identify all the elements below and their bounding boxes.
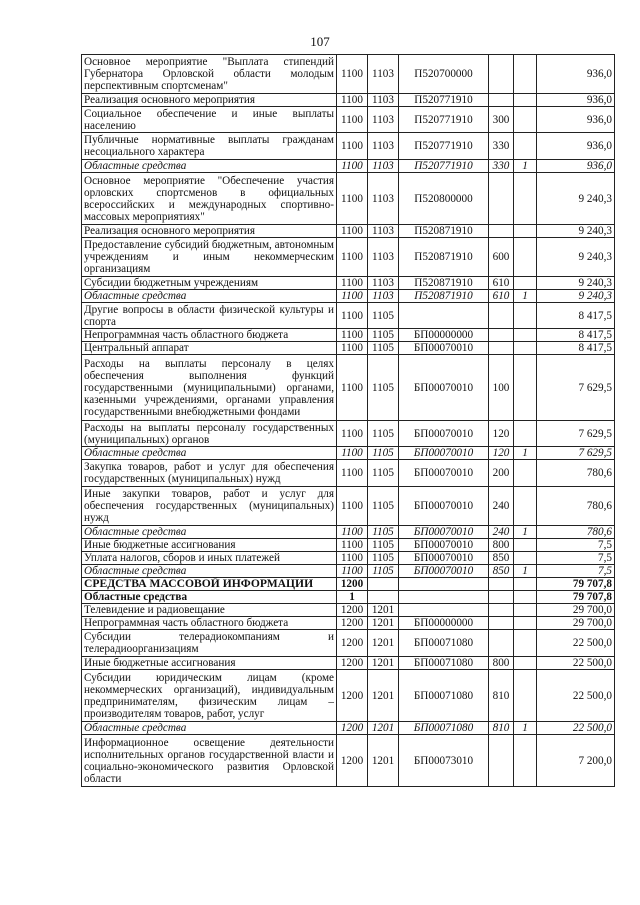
section-code-cell: 1 bbox=[337, 591, 368, 604]
expense-type-cell: 610 bbox=[489, 290, 514, 303]
row-name-cell: Областные средства bbox=[82, 565, 337, 578]
subsection-code-cell: 1105 bbox=[368, 526, 399, 539]
expense-type-cell: 300 bbox=[489, 107, 514, 133]
funding-source-cell bbox=[514, 238, 537, 277]
expense-type-cell bbox=[489, 55, 514, 94]
expense-type-cell bbox=[489, 578, 514, 591]
subsection-code-cell: 1103 bbox=[368, 290, 399, 303]
section-code-cell: 1100 bbox=[337, 94, 368, 107]
target-article-cell: БП00071080 bbox=[399, 657, 489, 670]
row-name-cell: Информационное освещение деятельности исполнительных органов государственной власти и социально-экономического развития Орловской области bbox=[82, 735, 337, 787]
section-code-cell: 1100 bbox=[337, 107, 368, 133]
subsection-code-cell: 1103 bbox=[368, 238, 399, 277]
row-name-cell: Областные средства bbox=[82, 722, 337, 735]
expense-type-cell: 850 bbox=[489, 552, 514, 565]
amount-cell: 7 629,5 bbox=[537, 355, 615, 421]
page-number: 107 bbox=[310, 34, 330, 49]
funding-source-cell bbox=[514, 735, 537, 787]
table-row bbox=[82, 173, 615, 225]
funding-source-cell bbox=[514, 421, 537, 447]
section-code-cell: 1200 bbox=[337, 630, 368, 657]
subsection-code-cell: 1201 bbox=[368, 670, 399, 722]
table-row bbox=[82, 160, 615, 173]
expense-type-cell: 600 bbox=[489, 238, 514, 277]
table-row bbox=[82, 355, 615, 421]
row-name-cell: Областные средства bbox=[82, 526, 337, 539]
section-code-cell: 1200 bbox=[337, 722, 368, 735]
table-row bbox=[82, 303, 615, 329]
table-row bbox=[82, 421, 615, 447]
subsection-code-cell: 1103 bbox=[368, 55, 399, 94]
subsection-code-cell bbox=[368, 578, 399, 591]
row-name-cell: Закупка товаров, работ и услуг для обеспечения государственных (муниципальных) нужд bbox=[82, 460, 337, 487]
section-code-cell: 1100 bbox=[337, 225, 368, 238]
table-row bbox=[82, 133, 615, 160]
row-name-cell: СРЕДСТВА МАССОВОЙ ИНФОРМАЦИИ bbox=[82, 578, 337, 591]
section-code-cell: 1100 bbox=[337, 539, 368, 552]
target-article-cell: БП00070010 bbox=[399, 421, 489, 447]
funding-source-cell bbox=[514, 630, 537, 657]
section-code-cell: 1100 bbox=[337, 160, 368, 173]
subsection-code-cell: 1201 bbox=[368, 617, 399, 630]
subsection-code-cell: 1103 bbox=[368, 277, 399, 290]
expense-type-cell: 120 bbox=[489, 447, 514, 460]
amount-cell: 7,5 bbox=[537, 552, 615, 565]
target-article-cell: БП00070010 bbox=[399, 355, 489, 421]
table-row bbox=[82, 604, 615, 617]
expense-type-cell: 240 bbox=[489, 526, 514, 539]
target-article-cell: БП00000000 bbox=[399, 329, 489, 342]
funding-source-cell bbox=[514, 55, 537, 94]
expense-type-cell bbox=[489, 225, 514, 238]
target-article-cell: П520871910 bbox=[399, 290, 489, 303]
expense-type-cell bbox=[489, 303, 514, 329]
amount-cell: 29 700,0 bbox=[537, 604, 615, 617]
funding-source-cell bbox=[514, 552, 537, 565]
section-code-cell: 1100 bbox=[337, 55, 368, 94]
subsection-code-cell: 1105 bbox=[368, 565, 399, 578]
row-name-cell: Расходы на выплаты персоналу в целях обеспечения выполнения функций государственными (муниципальными) органами, казенными учреждениями, органами управления государственными внебюджетными фондами bbox=[82, 355, 337, 421]
row-name-cell: Основное мероприятие "Выплата стипендий Губернатора Орловской области молодым перспективным спортсменам" bbox=[82, 55, 337, 94]
table-row bbox=[82, 277, 615, 290]
target-article-cell: П520871910 bbox=[399, 225, 489, 238]
amount-cell: 936,0 bbox=[537, 94, 615, 107]
funding-source-cell bbox=[514, 277, 537, 290]
row-name-cell: Непрограммная часть областного бюджета bbox=[82, 617, 337, 630]
row-name-cell: Реализация основного мероприятия bbox=[82, 94, 337, 107]
target-article-cell bbox=[399, 591, 489, 604]
expense-type-cell: 200 bbox=[489, 460, 514, 487]
table-row bbox=[82, 342, 615, 355]
target-article-cell bbox=[399, 604, 489, 617]
subsection-code-cell: 1201 bbox=[368, 735, 399, 787]
table-row bbox=[82, 55, 615, 94]
target-article-cell: БП00070010 bbox=[399, 487, 489, 526]
section-code-cell: 1200 bbox=[337, 617, 368, 630]
expense-type-cell bbox=[489, 604, 514, 617]
subsection-code-cell: 1201 bbox=[368, 657, 399, 670]
amount-cell: 780,6 bbox=[537, 487, 615, 526]
target-article-cell: БП00070010 bbox=[399, 539, 489, 552]
expense-type-cell bbox=[489, 735, 514, 787]
row-name-cell: Иные бюджетные ассигнования bbox=[82, 539, 337, 552]
table-row bbox=[82, 225, 615, 238]
table-row bbox=[82, 722, 615, 735]
row-name-cell: Областные средства bbox=[82, 447, 337, 460]
funding-source-cell bbox=[514, 617, 537, 630]
section-code-cell: 1100 bbox=[337, 447, 368, 460]
table-row bbox=[82, 107, 615, 133]
amount-cell: 22 500,0 bbox=[537, 722, 615, 735]
section-code-cell: 1100 bbox=[337, 133, 368, 160]
row-name-cell: Основное мероприятие "Обеспечение участия орловских спортсменов в официальных всероссийских и международных спортивно-массовых мероприятиях" bbox=[82, 173, 337, 225]
subsection-code-cell: 1201 bbox=[368, 630, 399, 657]
funding-source-cell bbox=[514, 107, 537, 133]
row-name-cell: Непрограммная часть областного бюджета bbox=[82, 329, 337, 342]
row-name-cell: Публичные нормативные выплаты гражданам несоциального характера bbox=[82, 133, 337, 160]
section-code-cell: 1200 bbox=[337, 578, 368, 591]
row-name-cell: Субсидии бюджетным учреждениям bbox=[82, 277, 337, 290]
funding-source-cell bbox=[514, 539, 537, 552]
section-code-cell: 1100 bbox=[337, 460, 368, 487]
section-code-cell: 1100 bbox=[337, 303, 368, 329]
section-code-cell: 1100 bbox=[337, 565, 368, 578]
expense-type-cell bbox=[489, 94, 514, 107]
amount-cell: 780,6 bbox=[537, 460, 615, 487]
subsection-code-cell: 1105 bbox=[368, 487, 399, 526]
target-article-cell: П520800000 bbox=[399, 173, 489, 225]
target-article-cell: БП00070010 bbox=[399, 565, 489, 578]
amount-cell: 22 500,0 bbox=[537, 670, 615, 722]
subsection-code-cell: 1105 bbox=[368, 329, 399, 342]
funding-source-cell bbox=[514, 329, 537, 342]
expense-type-cell bbox=[489, 173, 514, 225]
row-name-cell: Социальное обеспечение и иные выплаты населению bbox=[82, 107, 337, 133]
funding-source-cell bbox=[514, 94, 537, 107]
table-row bbox=[82, 238, 615, 277]
section-code-cell: 1100 bbox=[337, 526, 368, 539]
funding-source-cell bbox=[514, 133, 537, 160]
funding-source-cell bbox=[514, 591, 537, 604]
expense-type-cell bbox=[489, 591, 514, 604]
amount-cell: 780,6 bbox=[537, 526, 615, 539]
subsection-code-cell: 1105 bbox=[368, 303, 399, 329]
funding-source-cell bbox=[514, 173, 537, 225]
expense-type-cell: 120 bbox=[489, 421, 514, 447]
funding-source-cell bbox=[514, 578, 537, 591]
funding-source-cell bbox=[514, 342, 537, 355]
funding-source-cell: 1 bbox=[514, 565, 537, 578]
row-name-cell: Телевидение и радиовещание bbox=[82, 604, 337, 617]
subsection-code-cell: 1103 bbox=[368, 107, 399, 133]
funding-source-cell bbox=[514, 657, 537, 670]
target-article-cell: П520771910 bbox=[399, 160, 489, 173]
target-article-cell: П520700000 bbox=[399, 55, 489, 94]
subsection-code-cell: 1105 bbox=[368, 539, 399, 552]
expense-type-cell bbox=[489, 617, 514, 630]
target-article-cell bbox=[399, 578, 489, 591]
expense-type-cell bbox=[489, 630, 514, 657]
target-article-cell: П520771910 bbox=[399, 133, 489, 160]
expense-type-cell: 850 bbox=[489, 565, 514, 578]
table-row bbox=[82, 447, 615, 460]
amount-cell: 7,5 bbox=[537, 539, 615, 552]
row-name-cell: Субсидии телерадиокомпаниям и телерадиоорганизациям bbox=[82, 630, 337, 657]
amount-cell: 7 200,0 bbox=[537, 735, 615, 787]
subsection-code-cell: 1103 bbox=[368, 173, 399, 225]
row-name-cell: Расходы на выплаты персоналу государственных (муниципальных) органов bbox=[82, 421, 337, 447]
funding-source-cell bbox=[514, 670, 537, 722]
table-row bbox=[82, 657, 615, 670]
subsection-code-cell bbox=[368, 591, 399, 604]
funding-source-cell: 1 bbox=[514, 722, 537, 735]
section-code-cell: 1100 bbox=[337, 238, 368, 277]
section-code-cell: 1200 bbox=[337, 657, 368, 670]
amount-cell: 79 707,8 bbox=[537, 591, 615, 604]
row-name-cell: Другие вопросы в области физической культуры и спорта bbox=[82, 303, 337, 329]
target-article-cell: БП00070010 bbox=[399, 447, 489, 460]
funding-source-cell bbox=[514, 225, 537, 238]
target-article-cell: П520871910 bbox=[399, 238, 489, 277]
table-row bbox=[82, 460, 615, 487]
expense-type-cell: 330 bbox=[489, 160, 514, 173]
subsection-code-cell: 1105 bbox=[368, 447, 399, 460]
target-article-cell: БП00070010 bbox=[399, 552, 489, 565]
table-row bbox=[82, 591, 615, 604]
subsection-code-cell: 1105 bbox=[368, 421, 399, 447]
section-code-cell: 1100 bbox=[337, 173, 368, 225]
target-article-cell: БП00070010 bbox=[399, 460, 489, 487]
target-article-cell: БП00071080 bbox=[399, 722, 489, 735]
funding-source-cell: 1 bbox=[514, 447, 537, 460]
amount-cell: 22 500,0 bbox=[537, 630, 615, 657]
funding-source-cell bbox=[514, 460, 537, 487]
funding-source-cell: 1 bbox=[514, 526, 537, 539]
table-row bbox=[82, 94, 615, 107]
table-row bbox=[82, 630, 615, 657]
table-row bbox=[82, 735, 615, 787]
amount-cell: 9 240,3 bbox=[537, 173, 615, 225]
row-name-cell: Субсидии юридическим лицам (кроме некоммерческих организаций), индивидуальным предпринимателям, физическим лицам – производителям товаров, работ, услуг bbox=[82, 670, 337, 722]
section-code-cell: 1100 bbox=[337, 487, 368, 526]
target-article-cell: П520771910 bbox=[399, 107, 489, 133]
amount-cell: 9 240,3 bbox=[537, 238, 615, 277]
amount-cell: 79 707,8 bbox=[537, 578, 615, 591]
row-name-cell: Реализация основного мероприятия bbox=[82, 225, 337, 238]
subsection-code-cell: 1103 bbox=[368, 160, 399, 173]
funding-source-cell bbox=[514, 355, 537, 421]
amount-cell: 8 417,5 bbox=[537, 329, 615, 342]
target-article-cell: БП00070010 bbox=[399, 526, 489, 539]
section-code-cell: 1100 bbox=[337, 552, 368, 565]
expense-type-cell: 330 bbox=[489, 133, 514, 160]
section-code-cell: 1200 bbox=[337, 670, 368, 722]
section-code-cell: 1100 bbox=[337, 290, 368, 303]
subsection-code-cell: 1201 bbox=[368, 722, 399, 735]
subsection-code-cell: 1105 bbox=[368, 552, 399, 565]
amount-cell: 7 629,5 bbox=[537, 421, 615, 447]
amount-cell: 936,0 bbox=[537, 107, 615, 133]
table-row bbox=[82, 290, 615, 303]
row-name-cell: Уплата налогов, сборов и иных платежей bbox=[82, 552, 337, 565]
subsection-code-cell: 1103 bbox=[368, 133, 399, 160]
funding-source-cell bbox=[514, 604, 537, 617]
section-code-cell: 1100 bbox=[337, 277, 368, 290]
table-row bbox=[82, 670, 615, 722]
table-row bbox=[82, 578, 615, 591]
table-row bbox=[82, 565, 615, 578]
section-code-cell: 1100 bbox=[337, 355, 368, 421]
amount-cell: 22 500,0 bbox=[537, 657, 615, 670]
expense-type-cell: 810 bbox=[489, 670, 514, 722]
amount-cell: 7 629,5 bbox=[537, 447, 615, 460]
row-name-cell: Центральный аппарат bbox=[82, 342, 337, 355]
expense-type-cell: 100 bbox=[489, 355, 514, 421]
row-name-cell: Иные бюджетные ассигнования bbox=[82, 657, 337, 670]
expense-type-cell: 240 bbox=[489, 487, 514, 526]
section-code-cell: 1200 bbox=[337, 735, 368, 787]
amount-cell: 8 417,5 bbox=[537, 342, 615, 355]
subsection-code-cell: 1105 bbox=[368, 460, 399, 487]
expense-type-cell: 800 bbox=[489, 539, 514, 552]
table-row bbox=[82, 526, 615, 539]
table-row bbox=[82, 539, 615, 552]
amount-cell: 9 240,3 bbox=[537, 277, 615, 290]
expense-type-cell bbox=[489, 329, 514, 342]
expense-type-cell: 610 bbox=[489, 277, 514, 290]
table-row bbox=[82, 552, 615, 565]
row-name-cell: Предоставление субсидий бюджетным, автономным учреждениям и иным некоммерческим организациям bbox=[82, 238, 337, 277]
target-article-cell: БП00000000 bbox=[399, 617, 489, 630]
funding-source-cell bbox=[514, 303, 537, 329]
expense-type-cell bbox=[489, 342, 514, 355]
target-article-cell: БП00071080 bbox=[399, 630, 489, 657]
amount-cell: 7,5 bbox=[537, 565, 615, 578]
table-row bbox=[82, 617, 615, 630]
section-code-cell: 1100 bbox=[337, 342, 368, 355]
table-row bbox=[82, 329, 615, 342]
subsection-code-cell: 1103 bbox=[368, 94, 399, 107]
subsection-code-cell: 1105 bbox=[368, 355, 399, 421]
target-article-cell bbox=[399, 303, 489, 329]
target-article-cell: БП00073010 bbox=[399, 735, 489, 787]
expense-type-cell: 810 bbox=[489, 722, 514, 735]
target-article-cell: БП00070010 bbox=[399, 342, 489, 355]
row-name-cell: Областные средства bbox=[82, 290, 337, 303]
funding-source-cell: 1 bbox=[514, 290, 537, 303]
section-code-cell: 1100 bbox=[337, 421, 368, 447]
funding-source-cell bbox=[514, 487, 537, 526]
row-name-cell: Областные средства bbox=[82, 160, 337, 173]
amount-cell: 9 240,3 bbox=[537, 290, 615, 303]
target-article-cell: БП00071080 bbox=[399, 670, 489, 722]
expense-type-cell: 800 bbox=[489, 657, 514, 670]
subsection-code-cell: 1103 bbox=[368, 225, 399, 238]
amount-cell: 8 417,5 bbox=[537, 303, 615, 329]
amount-cell: 9 240,3 bbox=[537, 225, 615, 238]
table-row bbox=[82, 487, 615, 526]
section-code-cell: 1200 bbox=[337, 604, 368, 617]
budget-table bbox=[81, 54, 615, 787]
row-name-cell: Областные средства bbox=[82, 591, 337, 604]
amount-cell: 936,0 bbox=[537, 133, 615, 160]
target-article-cell: П520871910 bbox=[399, 277, 489, 290]
subsection-code-cell: 1201 bbox=[368, 604, 399, 617]
section-code-cell: 1100 bbox=[337, 329, 368, 342]
amount-cell: 29 700,0 bbox=[537, 617, 615, 630]
row-name-cell: Иные закупки товаров, работ и услуг для обеспечения государственных (муниципальных) нужд bbox=[82, 487, 337, 526]
target-article-cell: П520771910 bbox=[399, 94, 489, 107]
amount-cell: 936,0 bbox=[537, 55, 615, 94]
amount-cell: 936,0 bbox=[537, 160, 615, 173]
funding-source-cell: 1 bbox=[514, 160, 537, 173]
subsection-code-cell: 1105 bbox=[368, 342, 399, 355]
